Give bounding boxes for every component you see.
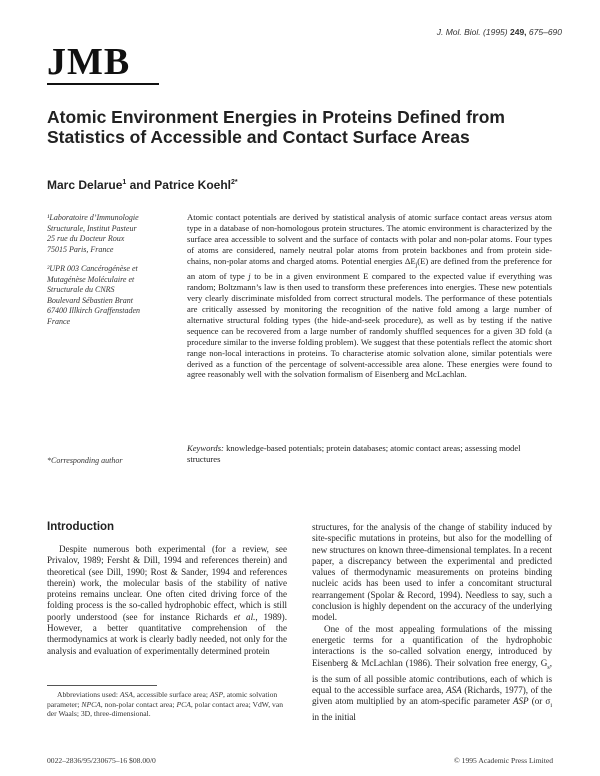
footnote-italic: PCA <box>176 699 191 709</box>
paragraph-italic: ASP <box>512 696 529 707</box>
paragraph-italic: ASA <box>446 684 462 695</box>
footnote-italic: NPCA <box>81 699 101 709</box>
keywords-text: knowledge-based potentials; protein databases; atomic contact areas; assessing model structures <box>187 443 521 464</box>
journal-reference <box>437 27 562 37</box>
affiliation-1 <box>47 213 182 255</box>
paragraph-italic: et al. <box>233 611 256 622</box>
journal-volume: 249, <box>509 27 527 37</box>
section-heading: Introduction <box>47 521 115 533</box>
journal-year: (1995) <box>483 27 508 37</box>
footnote-italic: ASP <box>209 690 223 699</box>
corresponding-author-note: *Corresponding author <box>47 456 123 465</box>
paragraph <box>312 624 552 724</box>
journal-name: J. Mol. Biol. <box>436 27 481 37</box>
paragraph <box>47 544 287 657</box>
author-separator: and <box>126 178 155 192</box>
paragraph-text: , 1989). However, a better quantitative comprehension of the thermodynamics at work is clearly badly needed, not only for the analysis and evaluation of experimentally determined protein <box>47 611 287 656</box>
affiliation-2 <box>47 264 182 327</box>
abstract-text: atom type in a database of non-homologous protein structures. The atomic environment is characterized by the surface area accessible to solvent and the surface of contacts with polar and non-polar atoms. Four types of atoms are considered, namely neutral polar atoms from protein backbones and from protein side-chains, non-polar atoms and charged atoms. Potential energies ΔE <box>187 212 552 266</box>
affiliation-line: Boulevard Sébastien Brant <box>47 295 133 305</box>
logo-underline <box>47 83 159 85</box>
paragraph-text: , is the sum of all possible atomic contributions, each of which is equal to the accessible surface area, <box>312 657 552 695</box>
journal-logo: JMB <box>47 41 131 83</box>
author-name: Patrice Koehl <box>154 178 231 192</box>
abstract <box>187 212 552 380</box>
author-superscript: 2* <box>231 179 238 186</box>
author-name: Marc Delarue <box>47 178 123 192</box>
right-column <box>312 522 552 724</box>
paragraph-text: in the initial <box>312 712 356 723</box>
left-column <box>47 544 287 657</box>
footnote-paragraph <box>47 690 287 719</box>
paragraph-subscript: i <box>550 703 552 710</box>
affiliation-line: 67400 Illkirch Graffenstaden <box>47 306 141 315</box>
affiliation-line: Structurale, Institut Pasteur <box>47 223 137 233</box>
keywords <box>187 443 552 465</box>
issn-code: 0022–2836/95/230675–16 $08.00/0 <box>47 756 156 765</box>
affiliation-line: 75015 Paris, France <box>47 244 114 254</box>
paragraph: structures, for the analysis of the change of stability induced by site-specific mutations in proteins, but also for the modelling of new structures on known three-dimensional templates. In a recent paper, a discrepancy between the experimental and predicted values of thermodynamic measurements on proteins binding nucleic acids has been used to infer a concomitant structural rearrangement (Spolar & Record, 1994). Needless to say, such a conclusion is highly dependent on the accuracy of the underlying model. <box>312 522 552 623</box>
footnote-text: Abbreviations used: <box>57 690 120 699</box>
footnote-text: , non-polar contact area; <box>100 699 177 709</box>
paragraph-text: (or σ <box>528 696 551 707</box>
affiliation-line: ²UPR 003 Cancérogénèse et <box>47 264 138 273</box>
affiliation-line: France <box>47 316 71 326</box>
footnote-rule <box>47 685 157 686</box>
paragraph-subscript: s <box>547 664 550 671</box>
copyright-notice: © 1995 Academic Press Limited <box>454 756 553 765</box>
abstract-text: to be in a given environment E compared to the expected value if everything was random; Boltzmann’s law is then used to transform these preferences into energies. These new potentials very clearly discriminate misfolded from correct structural models. The performance of these potentials are critically assessed by monitoring the recognition of the native fold among a large number of alternative structural folding types (the hide-and-seek procedure), as well as by testing if the native sequence can be recovered from a large number of randomly shuffled sequences for a given 3D fold (a procedure similar to the inverse folding problem). We suggest that these potentials reflect the atomic short range non-local interactions in proteins. To characterise atomic solvation alone, similar potentials were derived as a function of the percentage of solvent-accessible area alone. These energies were found to agree reasonably well with the solvation formalism of Eisenberg and McLachlan. <box>187 271 552 380</box>
paragraph-text: Despite numerous both experimental (for a review, see Privalov, 1989; Fersht & Dill, 1994 and references therein) and theoretical (see Dill, 1990; Rost & Sander, 1994 and references therein) work, the molecular basis of the stability of native proteins remains unclear. One often cited driving force of the folding process is the so-called hydrophobic effect, which is still poorly understood (see for instance Richards <box>47 544 287 622</box>
abbreviations-footnote <box>47 690 287 719</box>
article-title: Atomic Environment Energies in Proteins Defined from Statistics of Accessible and Contact Surface Areas <box>47 107 505 147</box>
footnote-text: , atomic solvation parameter; <box>47 690 278 709</box>
affiliation-line: 25 rue du Docteur Roux <box>47 234 125 243</box>
author-list <box>47 178 238 192</box>
paragraph-text: (Richards, 1977), of the given atom multiplied by an atom-specific parameter <box>312 684 552 707</box>
affiliation-line: Mutagénèse Moléculaire et <box>47 274 135 284</box>
journal-pages: 675–690 <box>528 27 562 37</box>
abstract-text: Atomic contact potentials are derived by statistical analysis of atomic surface contact areas <box>187 212 511 222</box>
affiliation-line: Structurale du CNRS <box>47 285 115 294</box>
paragraph-text: One of the most appealing formulations of the missing energetic terms for a quantification of the hydrophobic interactions is the so-called solvation energy, introduced by Eisenberg & McLachlan (1986). Their solvation free energy, G <box>312 623 552 668</box>
abstract-subscript: j <box>415 262 418 269</box>
abstract-text: (E) are defined from the preference for an atom of type <box>187 255 552 282</box>
footnote-text: , accessible surface area; <box>132 690 210 699</box>
keywords-label: Keywords: <box>187 443 224 453</box>
abstract-italic: j <box>248 271 251 282</box>
footnote-italic: ASA <box>119 690 133 699</box>
footnote-text: , polar contact area; VdW, van der Waals; 3D, three-dimensional. <box>47 699 283 719</box>
author-superscript: 1 <box>122 179 127 186</box>
abstract-italic: versus <box>510 212 533 222</box>
affiliation-line: ¹Laboratoire d’Immunologie <box>47 213 139 222</box>
